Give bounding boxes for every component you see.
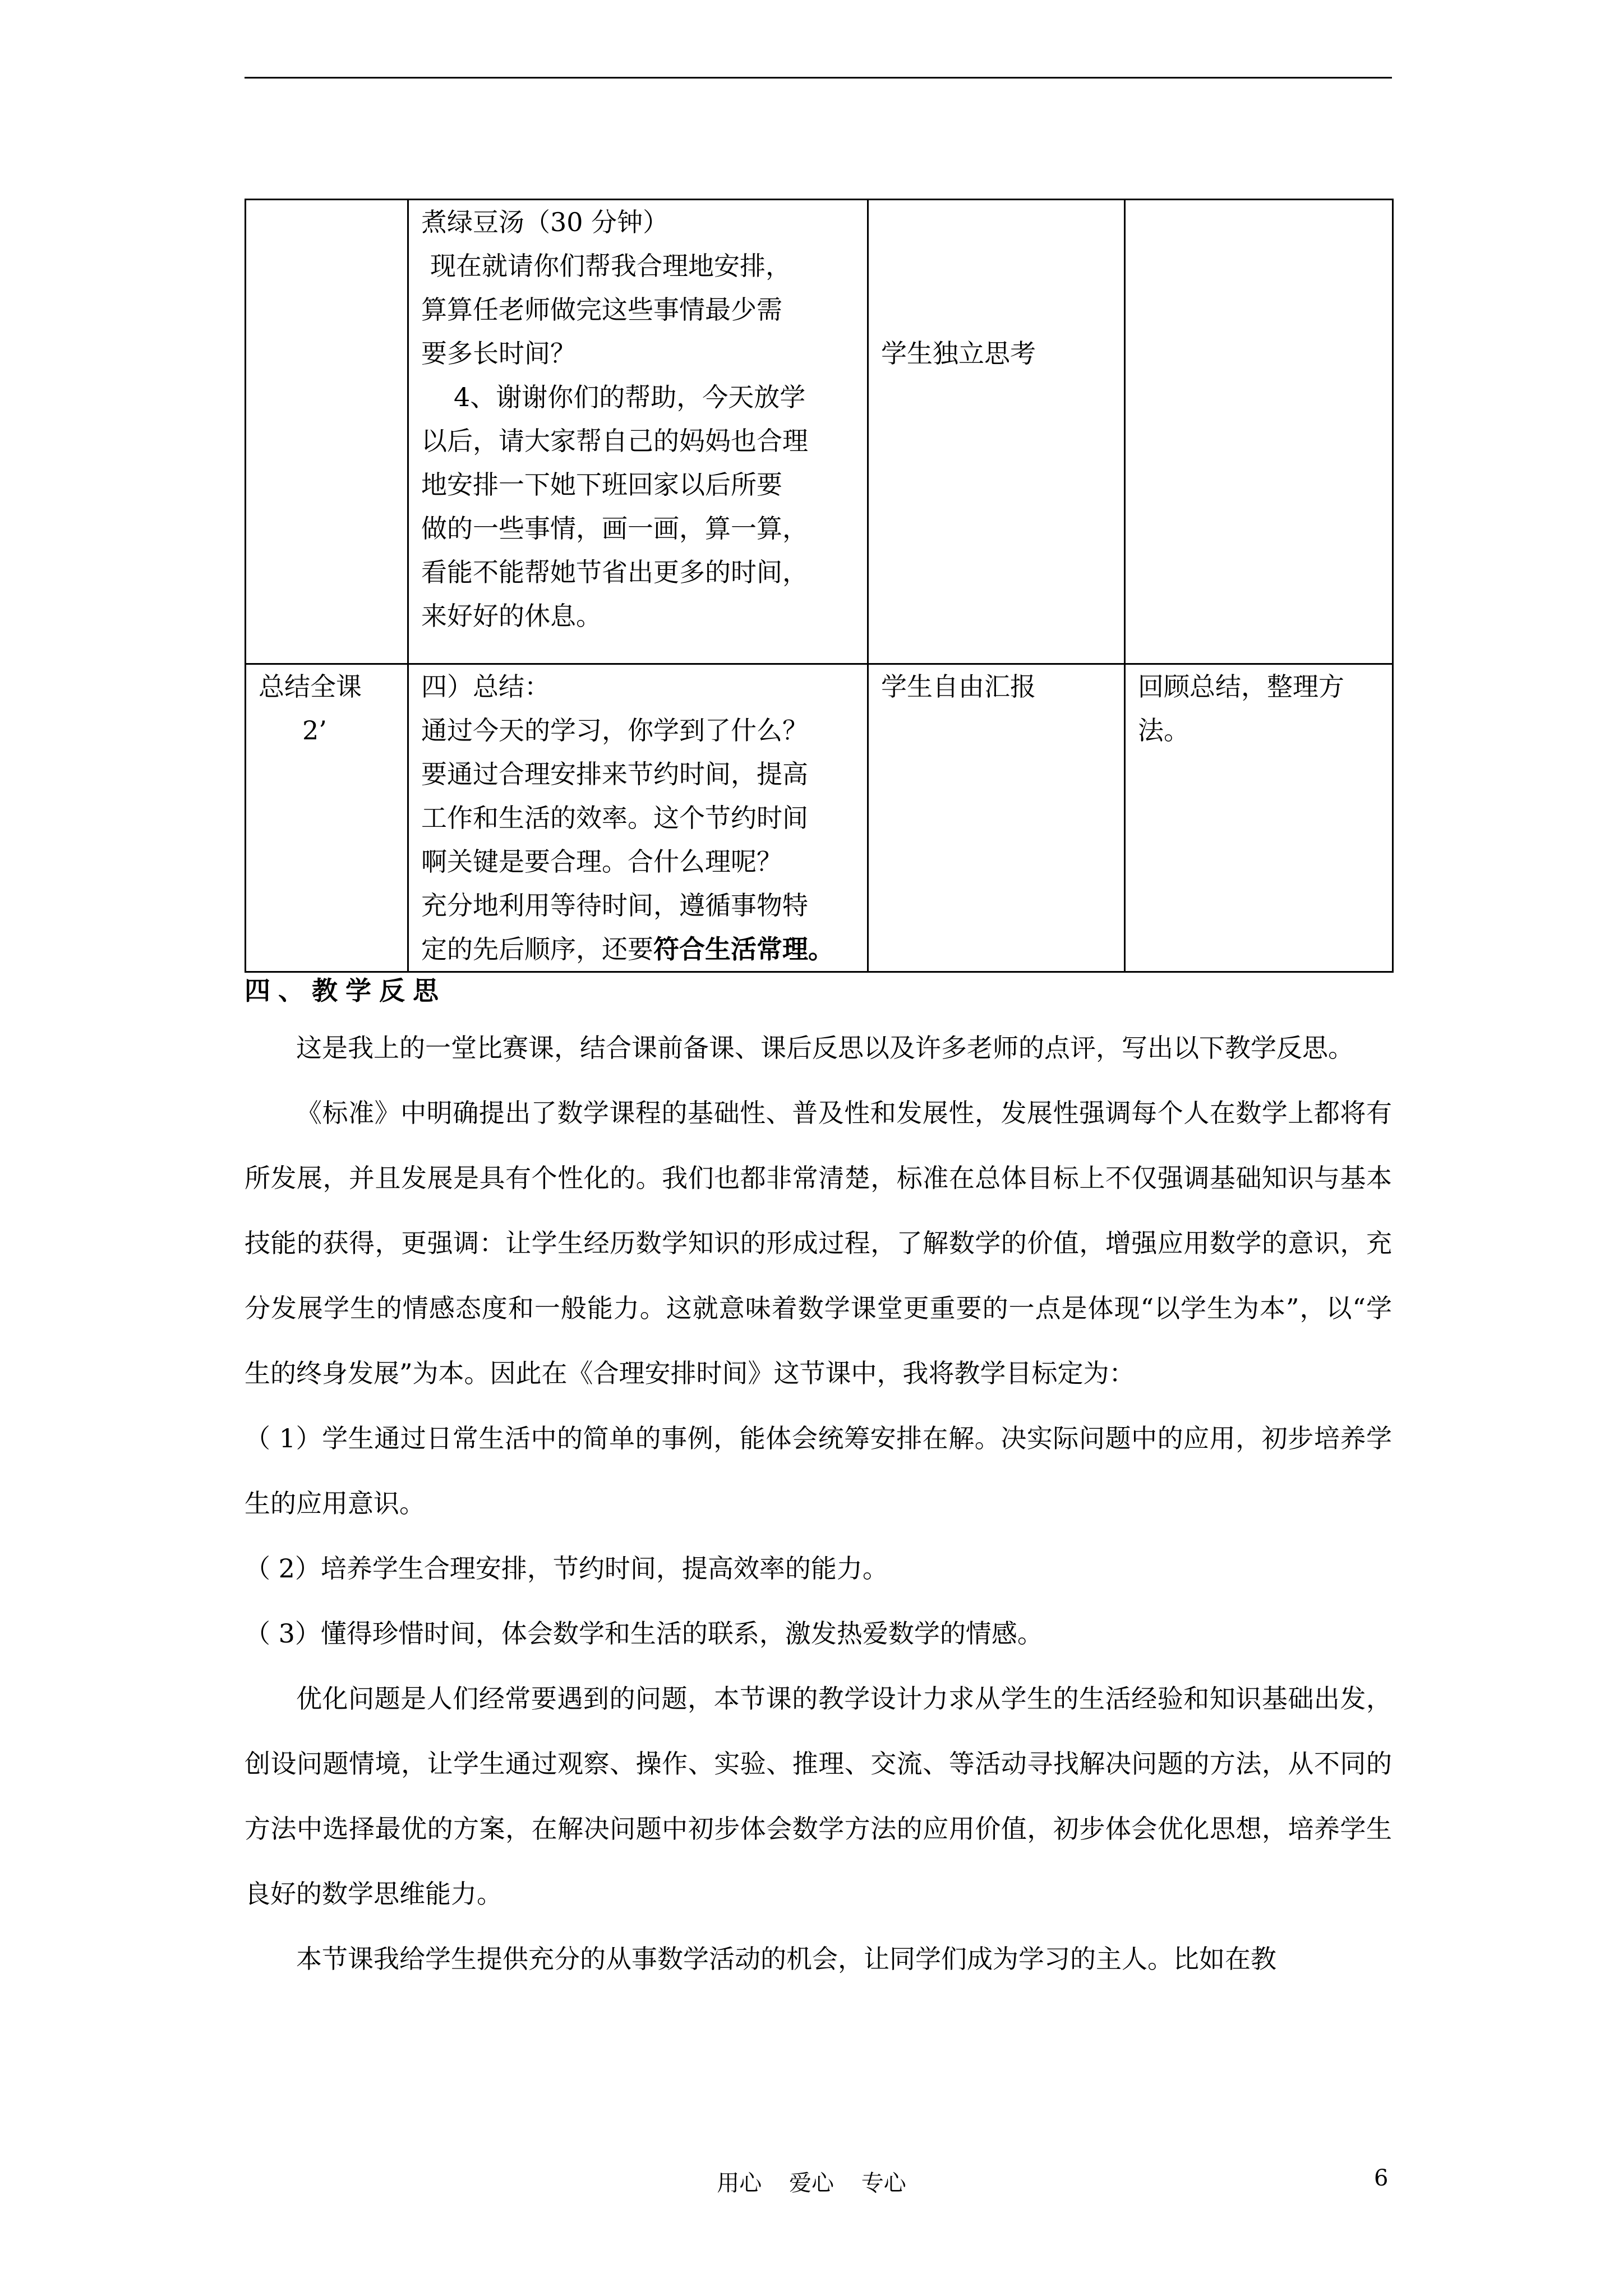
cell-line: 煮绿豆汤（30 分钟） <box>421 207 669 237</box>
cell-line: 现在就请你们帮我合理地安排， <box>430 251 791 281</box>
table-cell-student-activity <box>868 200 1125 664</box>
goal-item: （ 1）学生通过日常生活中的简单的事例，能体会统筹安排在解。决实际问题中的应用，初步培养学生的应用意识。 <box>245 1423 1392 1519</box>
body-text <box>245 1015 1392 1991</box>
table-cell-student-activity <box>868 664 1125 972</box>
cell-line: 2’ <box>302 715 327 746</box>
cell-line: 工作和生活的效率。这个节约时间 <box>421 803 808 833</box>
footer-text: 用心 爱心 专心 <box>717 2170 906 2196</box>
cell-line: 以后，请大家帮自己的妈妈也合理 <box>421 426 808 456</box>
cell-line: 法。 <box>1138 715 1189 746</box>
cell-text: 定的先后顺序，还要 <box>421 934 653 964</box>
cell-line: 要通过合理安排来节约时间，提高 <box>421 759 808 789</box>
cell-line: 要多长时间？ <box>421 338 576 369</box>
cell-line: 啊关键是要合理。合什么理呢？ <box>421 846 782 877</box>
paragraph: 《标准》中明确提出了数学课程的基础性、普及性和发展性，发展性强调每个人在数学上都将有所发展，并且发展是具有个性化的。我们也都非常清楚，标准在总体目标上不仅强调基础知识与基本技能的获得，更强调：让学生经历数学知识的形成过程，了解数学的价值，增强应用数学的意识，充分发展学生的情感态度和一般能力。这就意味着数学课堂更重要的一点是体现“以学生为本”，以“学生的终身发展”为本。因此在《合理安排时间》这节课中，我将教学目标定为： <box>245 1098 1392 1388</box>
goal-item: （ 3）懂得珍惜时间，体会数学和生活的联系，激发热爱数学的情感。 <box>245 1618 1043 1649</box>
table-row <box>246 664 1393 972</box>
paragraph: 优化问题是人们经常要遇到的问题，本节课的教学设计力求从学生的生活经验和知识基础出发，创设问题情境，让学生通过观察、操作、实验、推理、交流、等活动寻找解决问题的方法，从不同的方法中选择最优的方案，在解决问题中初步体会数学方法的应用价值，初步体会优化思想，培养学生良好的数学思维能力。 <box>245 1683 1392 1909</box>
cell-line: 看能不能帮她节省出更多的时间， <box>421 557 808 587</box>
cell-line: 四）总结： <box>421 671 550 702</box>
cell-line: 回顾总结，整理方 <box>1138 671 1344 702</box>
lesson-table <box>245 199 1394 973</box>
cell-line: 充分地利用等待时间，遵循事物特 <box>421 890 808 921</box>
paragraph: 本节课我给学生提供充分的从事数学活动的机会，让同学们成为学习的主人。比如在教 <box>296 1944 1276 1974</box>
page-number: 6 <box>1374 2165 1389 2191</box>
goal-item: （ 2）培养学生合理安排，节约时间，提高效率的能力。 <box>245 1553 888 1584</box>
cell-line: 总结全课 <box>259 671 362 702</box>
cell-line: 来好好的休息。 <box>421 601 602 631</box>
cell-text-bold: 符合生活常理。 <box>653 934 834 964</box>
paragraph: 这是我上的一堂比赛课，结合课前备课、课后反思以及许多老师的点评，写出以下教学反思。 <box>296 1033 1354 1063</box>
table-cell-teacher-activity <box>408 200 868 664</box>
cell-line: 算算任老师做完这些事情最少需 <box>421 295 782 325</box>
cell-line: 学生独立思考 <box>881 338 1036 369</box>
cell-line: 通过今天的学习，你学到了什么？ <box>421 715 808 746</box>
cell-line: 做的一些事情，画一画，算一算， <box>421 513 808 544</box>
table-cell-intent <box>1125 664 1393 972</box>
table-cell-intent <box>1125 200 1393 664</box>
cell-line: 学生自由汇报 <box>881 671 1036 702</box>
table-cell-stage <box>246 200 408 664</box>
header-rule <box>245 77 1392 79</box>
cell-line: 地安排一下她下班回家以后所要 <box>421 470 782 500</box>
section-title: 四、教学反思 <box>245 976 446 1006</box>
table-cell-teacher-activity <box>408 664 868 972</box>
table-row <box>246 200 1393 664</box>
table-cell-stage <box>246 664 408 972</box>
cell-line: 4、谢谢你们的帮助，今天放学 <box>454 382 806 412</box>
cell-line <box>421 927 859 971</box>
